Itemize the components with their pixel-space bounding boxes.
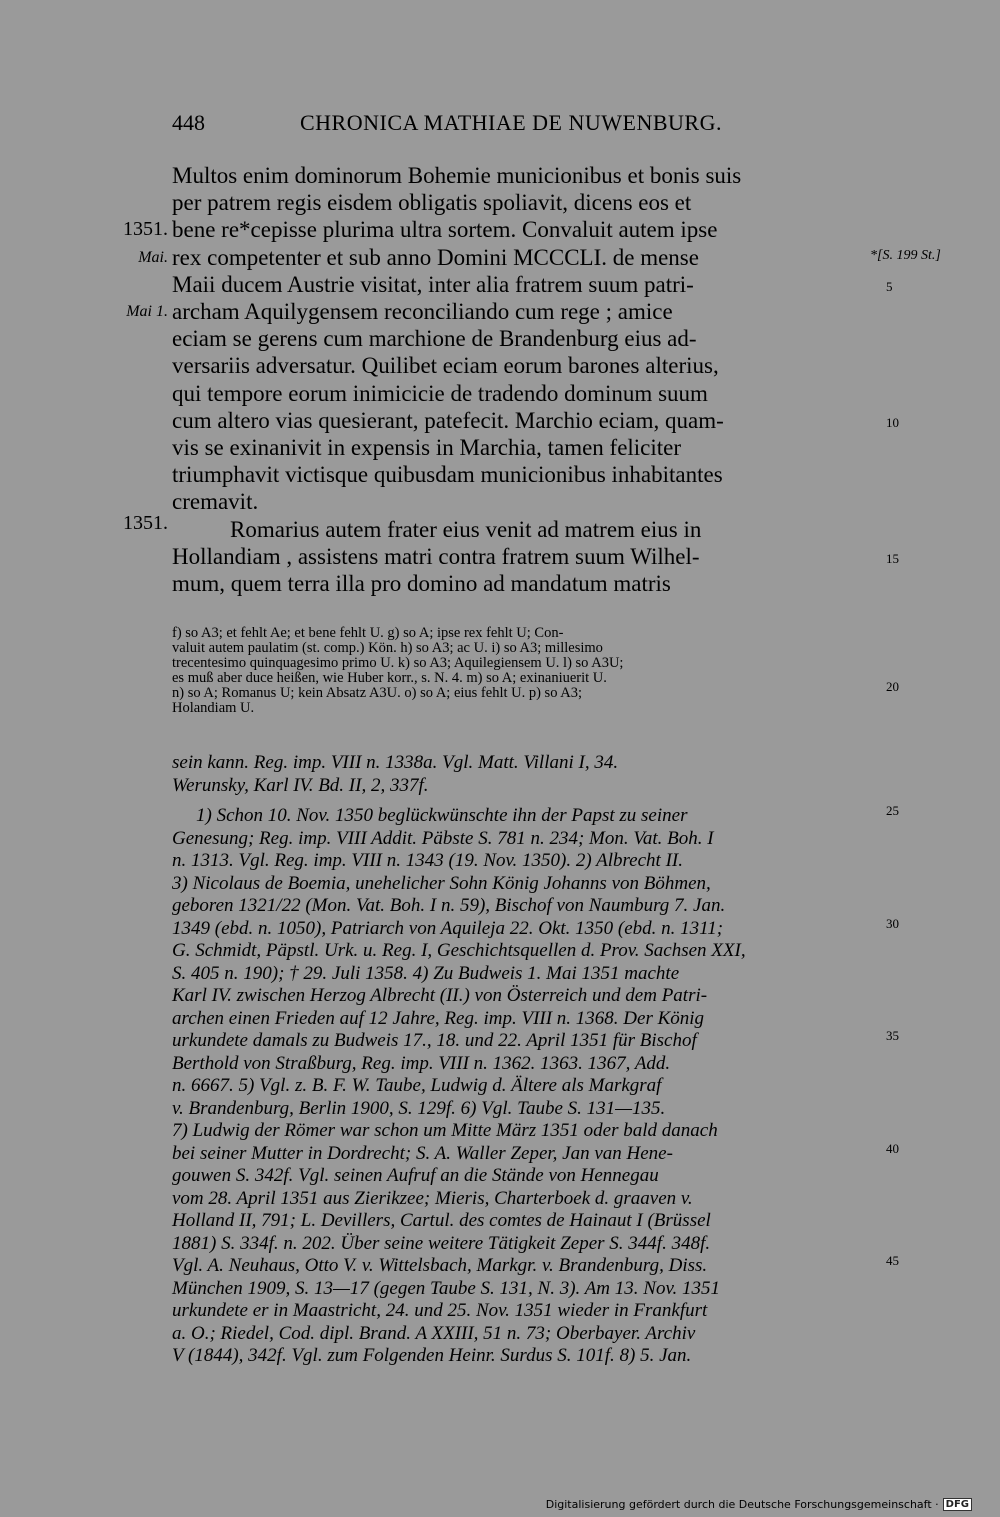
line-number: 25 [886, 803, 899, 818]
text-line: Hollandiam , assistens matri contra fratrem suum Wilhel- [172, 543, 700, 569]
text-line: bene re*cepisse plurima ultra sortem. Convaluit autem ipse [172, 217, 718, 243]
footnote-line: Holland II, 791; L. Devillers, Cartul. des comtes de Hainaut I (Brüssel [172, 1210, 711, 1231]
line-number: 40 [886, 1140, 899, 1156]
text-line: Romarius autem frater eius venit ad matrem eius in [230, 516, 702, 542]
footnote-line: archen einen Frieden auf 12 Jahre, Reg. imp. VIII n. 1368. Der König [172, 1007, 705, 1029]
footnote-line: 1) Schon 10. Nov. 1350 beglückwünschte ihn der Papst zu seiner [196, 805, 688, 826]
footer-credit [546, 1498, 972, 1511]
footnote-line: Vgl. A. Neuhaus, Otto V. v. Wittelsbach, Markgr. v. Brandenburg, Diss. [172, 1255, 708, 1276]
footnote-line: urkundete damals zu Budweis 17., 18. und 22. April 1351 für Bischof [172, 1030, 697, 1051]
footnote-line: Werunsky, Karl IV. Bd. II, 2, 337f. [172, 774, 429, 796]
line-number: 35 [886, 1028, 899, 1043]
footnote-line: München 1909, S. 13—17 (gegen Taube S. 131, N. 3). Am 13. Nov. 1351 [172, 1277, 720, 1299]
margin-date: 1351. [123, 511, 168, 534]
apparatus-line: n) so A; Romanus U; kein Absatz A3U. o) so A; eius fehlt U. p) so A3; [172, 685, 583, 701]
footnote-line: n. 6667. 5) Vgl. z. B. F. W. Taube, Ludwig d. Ältere als Markgraf [172, 1075, 662, 1096]
dfg-logo: DFG [943, 1498, 972, 1511]
page-header [172, 110, 872, 140]
text-line: cremavit. [172, 489, 259, 515]
text-line: Maii ducem Austrie visitat, inter alia fratrem suum patri- [172, 271, 694, 297]
page-number: 448 [172, 110, 205, 135]
line-number: 30 [886, 915, 899, 931]
text-line: cum altero vias quesierant, patefecit. Marchio eciam, quam- [172, 407, 724, 433]
footnote-line: bei seiner Mutter in Dordrecht; S. A. Waller Zeper, Jan van Hene- [172, 1142, 673, 1164]
text-line: vis se exinanivit in expensis in Marchia, tamen feliciter [172, 435, 682, 460]
footnote-line: Genesung; Reg. imp. VIII Addit. Päbste S. 781 n. 234; Mon. Vat. Boh. I [172, 827, 714, 849]
credit-text: Digitalisierung gefördert durch die Deutsche Forschungsgemeinschaft · [545, 1498, 939, 1511]
text-line: qui tempore eorum inimicicie de tradendo dominum suum [172, 380, 708, 406]
footnote-line: Karl IV. zwischen Herzog Albrecht (II.) von Österreich und dem Patri- [172, 985, 708, 1006]
footnote-line: urkundete er in Maastricht, 24. und 25. Nov. 1351 wieder in Frankfurt [172, 1300, 708, 1321]
footnote-line: geboren 1321/22 (Mon. Vat. Boh. I n. 59), Bischof von Naumburg 7. Jan. [172, 895, 726, 916]
apparatus-line: Holandiam U. [172, 700, 255, 716]
margin-date: 1351. [123, 218, 168, 241]
footnote-line: vom 28. April 1351 aus Zierikzee; Mieris, Charterboek d. graaven v. [172, 1187, 693, 1209]
text-line: eciam se gerens cum marchione de Brandenburg eius ad- [172, 326, 697, 352]
line-number: 45 [886, 1253, 899, 1268]
footnote-line: V (1844), 342f. Vgl. zum Folgenden Heinr. Surdus S. 101f. 8) 5. Jan. [172, 1345, 692, 1366]
text-line: versariis adversatur. Quilibet eciam eorum barones alterius, [172, 353, 719, 379]
margin-reference: *[S. 199 St.] [870, 248, 941, 263]
footnote-line: 3) Nicolaus de Boemia, unehelicher Sohn König Johanns von Böhmen, [172, 872, 711, 894]
line-number: 20 [886, 679, 899, 694]
footnote-line: S. 405 n. 190); † 29. Juli 1358. 4) Zu Budweis 1. Mai 1351 machte [172, 962, 680, 984]
apparatus-line: f) so A3; et fehlt Ae; et bene fehlt U. g) so A; ipse rex fehlt U; Con- [172, 625, 564, 641]
footnote-line: Berthold von Straßburg, Reg. imp. VIII n. 1362. 1363. 1367, Add. [172, 1052, 671, 1074]
margin-date: Mai 1. [126, 303, 168, 320]
footnote-line: v. Brandenburg, Berlin 1900, S. 129f. 6) Vgl. Taube S. 131—135. [172, 1097, 666, 1119]
footnote-line: 7) Ludwig der Römer war schon um Mitte März 1351 oder bald danach [172, 1120, 718, 1141]
footnote-line: G. Schmidt, Päpstl. Urk. u. Reg. I, Geschichtsquellen d. Prov. Sachsen XXI, [172, 940, 746, 961]
line-number: 5 [886, 278, 893, 294]
footnote-line: gouwen S. 342f. Vgl. seinen Aufruf an die Stände von Hennegau [172, 1165, 659, 1186]
apparatus-line: trecentesimo quinquagesimo primo U. k) so A3; Aquilegiensem U. l) so A3U; [172, 655, 624, 671]
footnote-line: n. 1313. Vgl. Reg. imp. VIII n. 1343 (19. Nov. 1350). 2) Albrecht II. [172, 850, 683, 871]
margin-date: Mai. [138, 248, 168, 266]
footnote-line: a. O.; Riedel, Cod. dipl. Brand. A XXIII, 51 n. 73; Oberbayer. Archiv [172, 1322, 696, 1344]
line-number: 15 [886, 550, 899, 566]
text-line: archam Aquilygensem reconciliando cum rege ; amice [172, 299, 673, 324]
text-line: triumphavit victisque quibusdam municionibus inhabitantes [172, 462, 723, 488]
text-line: Multos enim dominorum Bohemie municionibus et bonis suis [172, 163, 742, 188]
running-title: CHRONICA MATHIAE DE NUWENBURG. [300, 110, 722, 135]
apparatus-line: valuit autem paulatim (st. comp.) Kön. h) so A3; ac U. i) so A3; millesimo [172, 640, 603, 656]
text-line: per patrem regis eisdem obligatis spoliavit, dicens eos et [172, 190, 692, 216]
footnote-line: 1349 (ebd. n. 1050), Patriarch von Aquileja 22. Okt. 1350 (ebd. n. 1311; [172, 917, 724, 939]
text-line: mum, quem terra illa pro domino ad mandatum matris [172, 571, 671, 596]
footnote-line: 1881) S. 334f. n. 202. Über seine weitere Tätigkeit Zeper S. 344f. 348f. [172, 1232, 711, 1254]
line-number: 10 [886, 414, 899, 430]
footnote-line: sein kann. Reg. imp. VIII n. 1338a. Vgl. Matt. Villani I, 34. [172, 752, 619, 773]
text-line: rex competenter et sub anno Domini MCCCLI. de mense [172, 244, 699, 270]
apparatus-line: es muß aber duce heißen, wie Huber korr., s. N. 4. m) so A; exinaniuerit U. [172, 670, 607, 686]
